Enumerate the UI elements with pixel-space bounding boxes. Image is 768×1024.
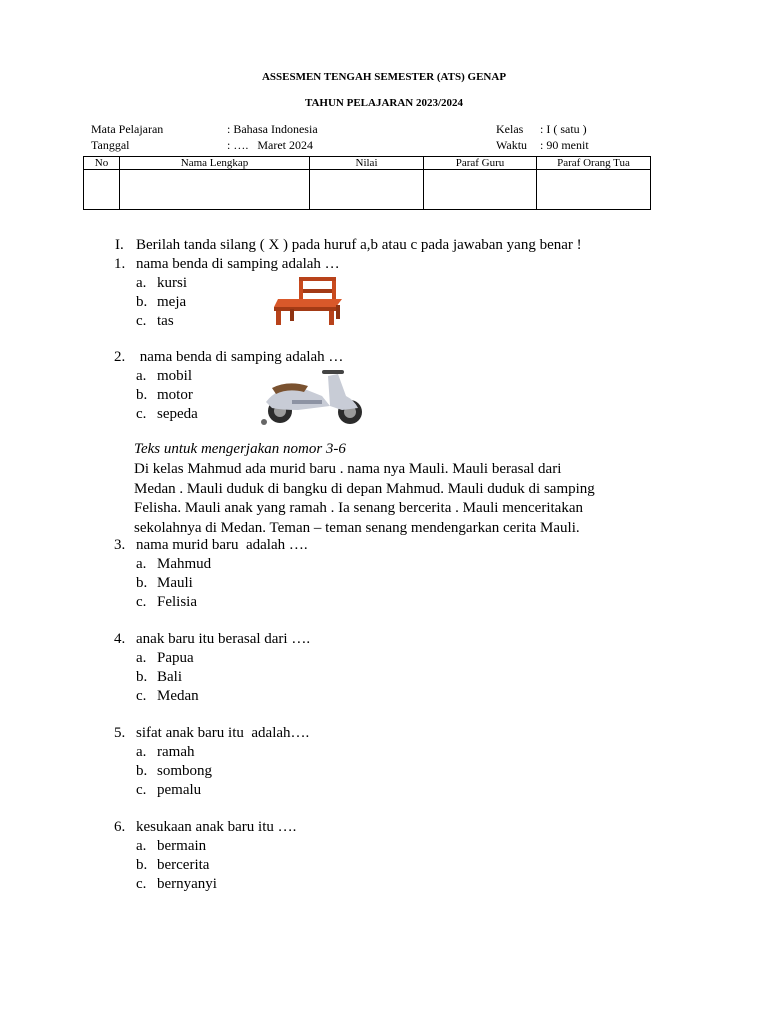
header-no: No [84, 157, 120, 170]
option-text[interactable]: sombong [157, 763, 213, 779]
option-text[interactable]: meja [157, 294, 187, 310]
header-parent-signature: Paraf Orang Tua [537, 157, 651, 170]
no-cell[interactable] [84, 170, 120, 210]
name-cell[interactable] [120, 170, 310, 210]
time-label: Waktu [496, 138, 528, 152]
option-letter[interactable]: c. [136, 313, 147, 329]
passage-line: sekolahnya di Medan. Teman – teman senang mendengarkan cerita Mauli. [134, 519, 580, 536]
question-text: anak baru itu berasal dari …. [136, 631, 311, 647]
option-text[interactable]: Bali [157, 669, 182, 685]
subject-value: : Bahasa Indonesia [227, 122, 318, 136]
option-text[interactable]: ramah [157, 744, 195, 760]
option-letter[interactable]: b. [136, 575, 148, 591]
option-letter[interactable]: c. [136, 406, 147, 422]
passage-line: Felisha. Mauli anak yang ramah . Ia senang bercerita . Mauli menceritakan [134, 500, 583, 516]
parent-signature-cell[interactable] [537, 170, 651, 210]
option-text[interactable]: Felisia [157, 594, 197, 610]
option-letter[interactable]: a. [136, 838, 147, 854]
option-letter[interactable]: b. [136, 857, 148, 873]
time-value: : 90 menit [540, 138, 589, 152]
option-text[interactable]: tas [157, 313, 174, 329]
question-text: kesukaan anak baru itu …. [136, 819, 297, 835]
question-number: 3. [114, 537, 126, 553]
option-text[interactable]: mobil [157, 368, 193, 384]
option-letter[interactable]: a. [136, 556, 147, 572]
header-name: Nama Lengkap [120, 157, 310, 170]
option-letter[interactable]: a. [136, 368, 147, 384]
option-letter[interactable]: a. [136, 744, 147, 760]
class-value: : I ( satu ) [540, 122, 587, 136]
passage-line: Di kelas Mahmud ada murid baru . nama nya Mauli. Mauli berasal dari [134, 461, 562, 477]
passage-line: Medan . Mauli duduk di bangku di depan Mahmud. Mauli duduk di samping [134, 480, 595, 497]
option-letter[interactable]: c. [136, 688, 147, 704]
scooter-image [258, 366, 370, 426]
section-numeral: I. [115, 237, 124, 253]
option-letter[interactable]: b. [136, 763, 148, 779]
section-instruction: Berilah tanda silang ( X ) pada huruf a,b atau c pada jawaban yang benar ! [136, 237, 582, 253]
option-text[interactable]: Mauli [157, 575, 193, 591]
option-letter[interactable]: c. [136, 876, 147, 892]
question-number: 2. [114, 349, 126, 365]
option-letter[interactable]: b. [136, 294, 148, 310]
question-text: nama murid baru adalah …. [136, 537, 308, 553]
chair-image [272, 275, 346, 327]
option-text[interactable]: Mahmud [157, 556, 212, 572]
question-text: nama benda di samping adalah … [136, 349, 344, 365]
question-number: 5. [114, 725, 126, 741]
option-letter[interactable]: c. [136, 594, 147, 610]
teacher-signature-cell[interactable] [424, 170, 537, 210]
option-text[interactable]: kursi [157, 275, 187, 291]
subject-label: Mata Pelajaran [91, 122, 164, 136]
date-value: : …. Maret 2024 [227, 138, 313, 152]
option-text[interactable]: bermain [157, 838, 207, 854]
question-number: 1. [114, 256, 126, 272]
school-year: TAHUN PELAJARAN 2023/2024 [304, 97, 464, 109]
date-label: Tanggal [91, 138, 130, 152]
question-number: 6. [114, 819, 126, 835]
class-label: Kelas [496, 122, 524, 136]
option-letter[interactable]: c. [136, 782, 147, 798]
option-letter[interactable]: b. [136, 669, 148, 685]
header-teacher-signature: Paraf Guru [424, 157, 537, 170]
option-text[interactable]: bercerita [157, 857, 210, 873]
question-text: nama benda di samping adalah … [136, 256, 340, 272]
reading-note: Teks untuk mengerjakan nomor 3-6 [134, 441, 346, 457]
option-text[interactable]: Medan [157, 688, 199, 704]
document-title: ASSESMEN TENGAH SEMESTER (ATS) GENAP [261, 71, 507, 83]
option-text[interactable]: pemalu [157, 782, 202, 798]
option-text[interactable]: Papua [157, 650, 194, 666]
option-text[interactable]: sepeda [157, 406, 198, 422]
option-letter[interactable]: b. [136, 387, 148, 403]
option-letter[interactable]: a. [136, 275, 147, 291]
question-text: sifat anak baru itu adalah…. [136, 725, 310, 741]
student-info-table [83, 156, 651, 210]
option-text[interactable]: motor [157, 387, 193, 403]
option-text[interactable]: bernyanyi [157, 876, 217, 892]
header-score: Nilai [310, 157, 424, 170]
reading-passage [134, 460, 694, 538]
option-letter[interactable]: a. [136, 650, 147, 666]
question-number: 4. [114, 631, 126, 647]
score-cell[interactable] [310, 170, 424, 210]
